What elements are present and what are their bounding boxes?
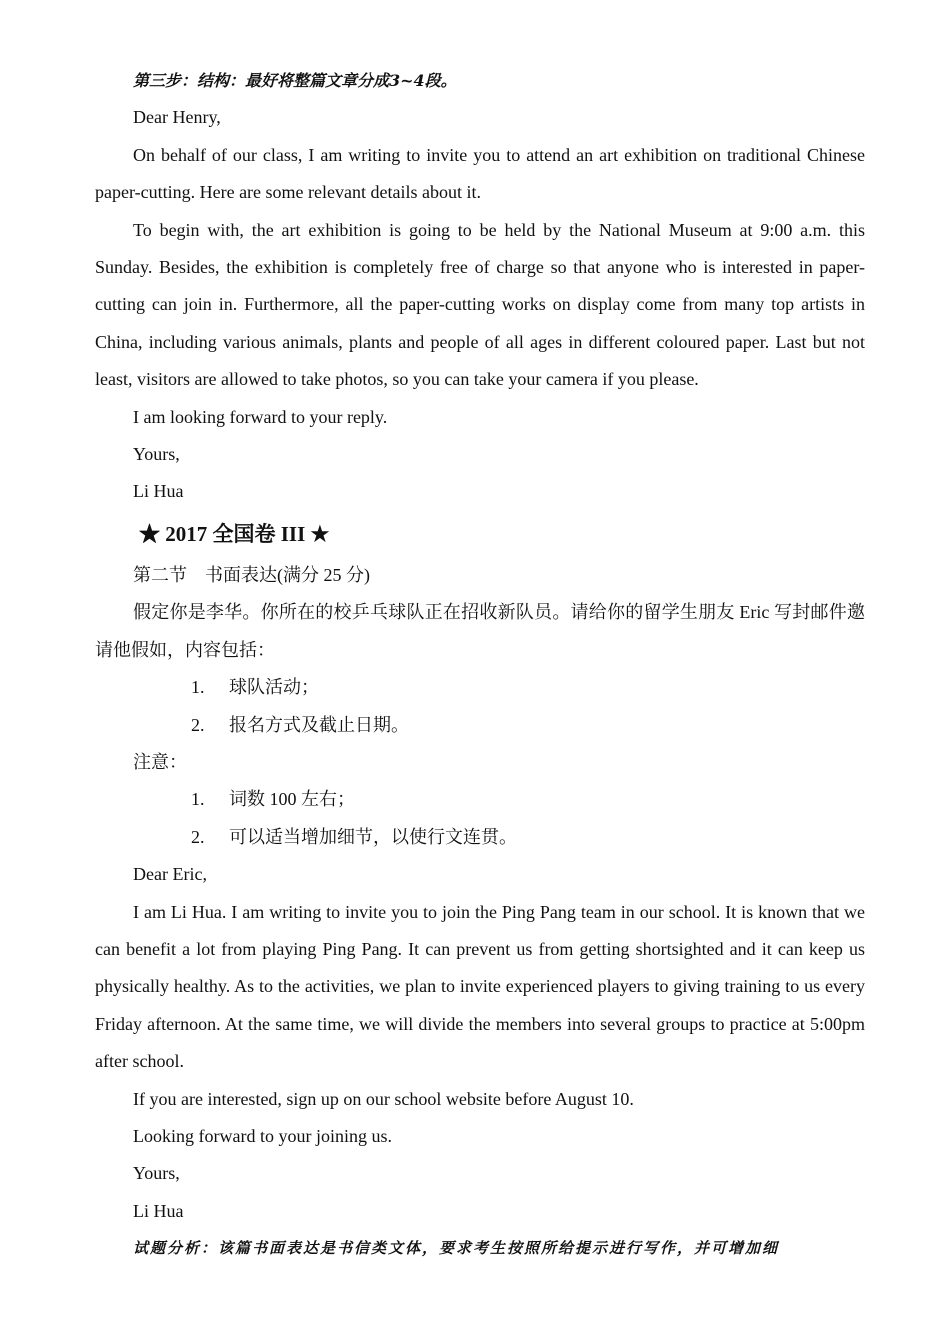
- letter1-paragraph-3: I am looking forward to your reply.: [133, 406, 388, 427]
- task-item-number: 1.: [191, 677, 205, 698]
- letter1-paragraph-2: To begin with, the art exhibition is going to be held by the National Museum at 9:00 a.m. this Sunday. Besides, the exhibition is completely free of charge so that anyone who is interested in paper-cutting can join in. Furthermore, all the paper-cutting works on display come from many top artists in China, including various animals, plants and people of all ages in different coloured paper. Last but not least, visitors are allowed to take photos, so you can take your camera if you please.: [95, 219, 865, 390]
- task-item-1: [95, 669, 865, 706]
- letter2-paragraph-1: I am Li Hua. I am writing to invite you to join the Ping Pang team in our school. It is known that we can benefit a lot from playing Ping Pang. It can prevent us from getting shortsighted and it can keep us physically healthy. As to the activities, we plan to invite experienced players to giving training to us every Friday afternoon. At the same time, we will divide the members into several groups to practice at 5:00pm after school.: [95, 901, 865, 1072]
- task-item-text: 报名方式及截止日期。: [229, 714, 409, 735]
- letter2-closing: Yours,: [133, 1163, 180, 1184]
- task-item-2: [95, 707, 865, 744]
- note-item-2: [95, 819, 865, 856]
- note-item-number: 2.: [191, 826, 205, 847]
- letter1-closing: Yours,: [133, 444, 180, 465]
- letter2-greeting: Dear Eric,: [133, 864, 207, 885]
- letter2-signature: Li Hua: [133, 1200, 184, 1221]
- task-prompt: 假定你是李华。你所在的校乒乓球队正在招收新队员。请给你的留学生朋友 Eric 写封邮件邀请他假如，内容包括：: [95, 602, 865, 660]
- document-page: [95, 62, 865, 1268]
- task-item-number: 2.: [191, 714, 205, 735]
- letter1-signature: Li Hua: [133, 481, 184, 502]
- task-item-text: 球队活动；: [229, 677, 319, 698]
- letter1-paragraph-1: On behalf of our class, I am writing to invite you to attend an art exhibition on traditional Chinese paper-cutting. Here are some relevant details about it.: [95, 144, 865, 203]
- note-item-number: 1.: [191, 789, 205, 810]
- analysis-text: 试题分析：该篇书面表达是书信类文体，要求考生按照所给提示进行写作，并可增加细: [133, 1239, 780, 1258]
- letter2-paragraph-2: If you are interested, sign up on our school website before August 10.: [133, 1088, 634, 1109]
- note-item-1: [95, 781, 865, 818]
- note-item-text: 可以适当增加细节，以使行文连贯。: [229, 826, 517, 847]
- notes-label: 注意：: [133, 751, 187, 772]
- section-heading: ★ 2017 全国卷 III ★: [139, 521, 330, 546]
- letter2-paragraph-3: Looking forward to your joining us.: [133, 1125, 392, 1146]
- task-title: 第二节 书面表达(满分 25 分): [133, 564, 370, 585]
- letter1-greeting: Dear Henry,: [133, 107, 221, 128]
- step3-heading: 第三步：结构：最好将整篇文章分成3~4段。: [133, 71, 457, 90]
- note-item-text: 词数 100 左右；: [229, 789, 355, 810]
